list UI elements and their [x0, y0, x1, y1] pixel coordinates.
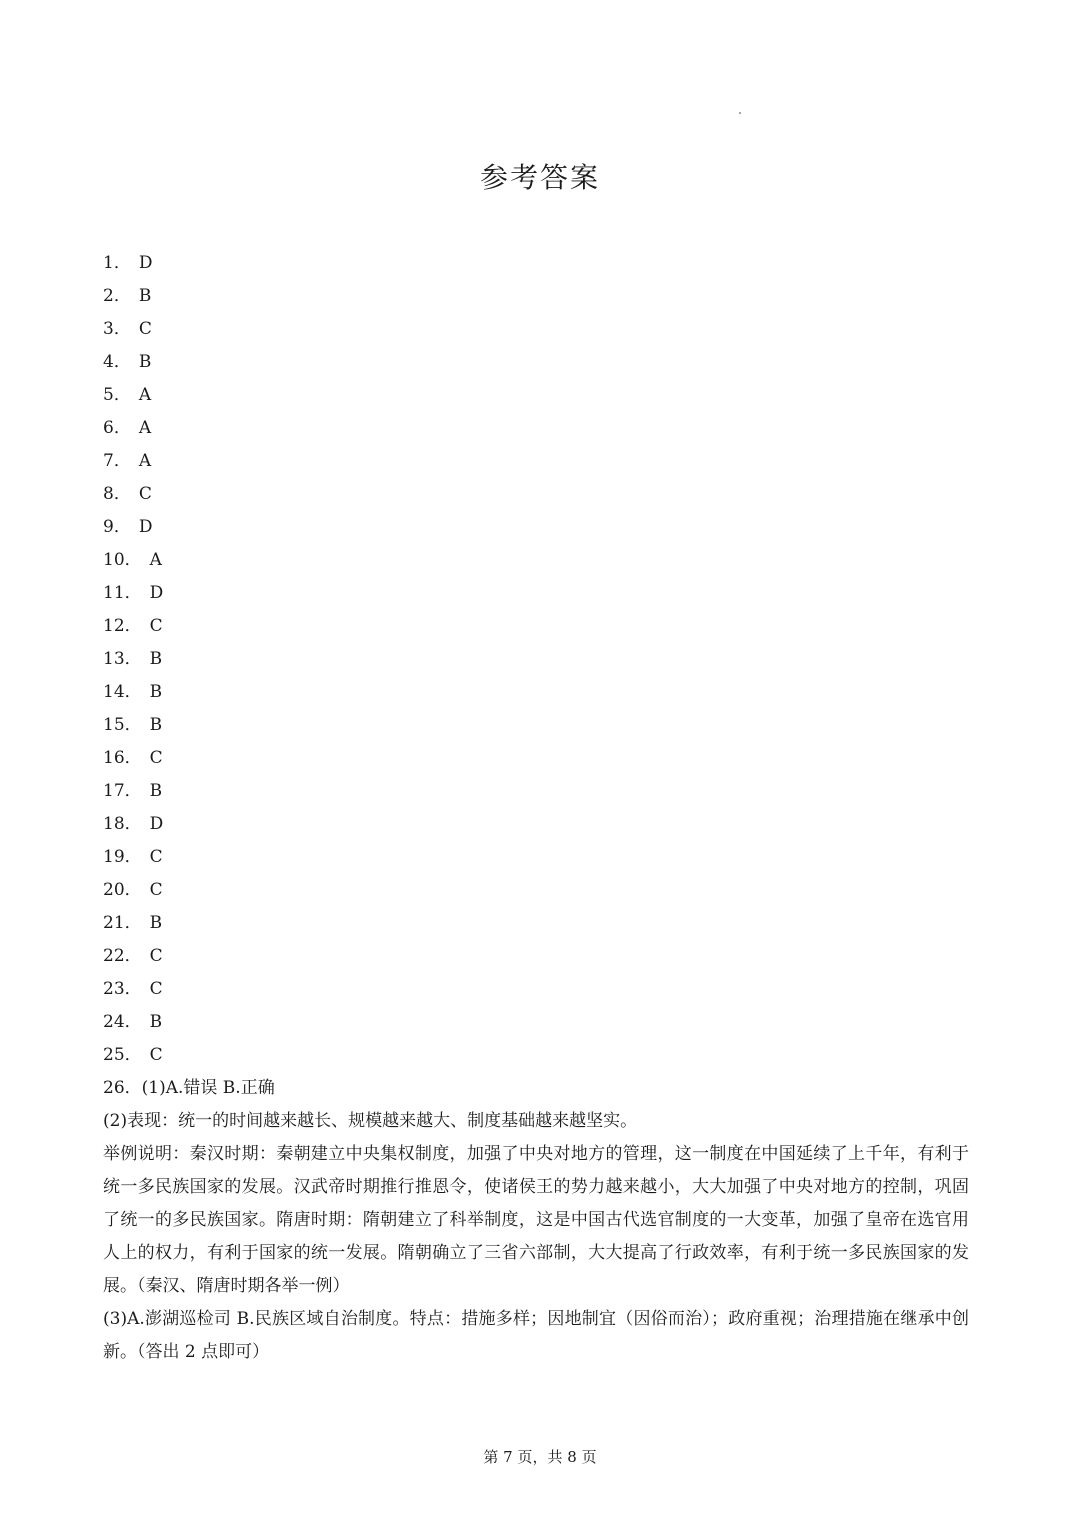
answer-item — [103, 709, 163, 742]
answer-choice: B — [149, 913, 163, 933]
answer-item — [103, 1039, 163, 1072]
answer-choice: C — [138, 319, 152, 339]
answer-choice: D — [138, 517, 153, 537]
answer-number: 18． — [103, 814, 142, 834]
answer-item — [103, 544, 163, 577]
answer-choice: A — [138, 451, 152, 471]
answer-number: 20． — [103, 880, 142, 900]
answer-choice: C — [149, 946, 163, 966]
answer-item — [103, 775, 163, 808]
answer-number: 12． — [103, 616, 142, 636]
answer-item — [103, 907, 163, 940]
answer-number: 22． — [103, 946, 142, 966]
answer-item — [103, 445, 163, 478]
answer-item — [103, 940, 163, 973]
answer-item — [103, 346, 163, 379]
answer-choice: D — [138, 253, 153, 273]
answer-choice: B — [149, 715, 163, 735]
answer-item — [103, 1006, 163, 1039]
answer-number: 19． — [103, 847, 142, 867]
answer-item — [103, 247, 163, 280]
answer-number: 7． — [103, 451, 131, 471]
answer-number: 2． — [103, 286, 131, 306]
answer-number: 5． — [103, 385, 131, 405]
answer-number: 16． — [103, 748, 142, 768]
answer-number: 11． — [103, 583, 142, 603]
answer-number: 15． — [103, 715, 142, 735]
answer-item — [103, 511, 163, 544]
answer-item — [103, 379, 163, 412]
answer-item — [103, 874, 163, 907]
answer-item — [103, 676, 163, 709]
answer-item — [103, 973, 163, 1006]
scan-dot — [739, 112, 741, 114]
answer-choice: C — [149, 880, 163, 900]
answer-item — [103, 313, 163, 346]
answer-choice: B — [149, 1012, 163, 1032]
answer-number: 8． — [103, 484, 131, 504]
answer-choice: A — [149, 550, 162, 570]
page-footer: 第 7 页，共 8 页 — [483, 1448, 597, 1466]
question-26-answer — [103, 1072, 969, 1369]
answer-item — [103, 610, 163, 643]
answer-item — [103, 478, 163, 511]
answer-number: 10． — [103, 550, 142, 570]
answer-list — [103, 247, 163, 1072]
q26-part1-text: (1)A.错误 B.正确 — [141, 1078, 275, 1098]
answer-choice: B — [138, 286, 152, 306]
q26-part2: (2)表现：统一的时间越来越长、规模越来越大、制度基础越来越坚实。 — [103, 1111, 638, 1131]
answer-number: 4． — [103, 352, 131, 372]
answer-choice: C — [149, 1045, 163, 1065]
answer-choice: C — [149, 847, 163, 867]
answer-choice: C — [149, 979, 163, 999]
answer-choice: C — [149, 748, 163, 768]
answer-item — [103, 412, 163, 445]
answer-choice: B — [149, 682, 163, 702]
answer-item — [103, 841, 163, 874]
answer-choice: A — [138, 385, 152, 405]
answer-number: 21． — [103, 913, 142, 933]
answer-choice: C — [149, 616, 163, 636]
answer-item — [103, 577, 163, 610]
answer-item — [103, 280, 163, 313]
answer-number: 3． — [103, 319, 131, 339]
answer-number: 1． — [103, 253, 131, 273]
q26-number: 26． — [103, 1078, 142, 1098]
answer-item — [103, 808, 163, 841]
answer-number: 6． — [103, 418, 131, 438]
q26-part2-example: 举例说明：秦汉时期：秦朝建立中央集权制度，加强了中央对地方的管理，这一制度在中国延续了上千年，有利于统一多民族国家的发展。汉武帝时期推行推恩令，使诸侯王的势力越来越小，大大加强了中央对地方的控制，巩固了统一的多民族国家。隋唐时期：隋朝建立了科举制度，这是中国古代选官制度的一大变革，加强了皇帝在选官用人上的权力，有利于国家的统一发展。隋朝确立了三省六部制，大大提高了行政效率，有利于统一多民族国家的发展。（秦汉、隋唐时期各举一例） — [103, 1144, 969, 1296]
answer-item — [103, 742, 163, 775]
answer-number: 13． — [103, 649, 142, 669]
answer-number: 17． — [103, 781, 142, 801]
answer-number: 25． — [103, 1045, 142, 1065]
answer-number: 24． — [103, 1012, 142, 1032]
q26-part3: (3)A.澎湖巡检司 B.民族区域自治制度。特点：措施多样；因地制宜（因俗而治）；政府重视；治理措施在继承中创新。（答出 2 点即可） — [103, 1309, 969, 1362]
answer-number: 14． — [103, 682, 142, 702]
answer-choice: A — [138, 418, 152, 438]
answer-number: 23． — [103, 979, 142, 999]
answer-choice: D — [149, 814, 164, 834]
answer-choice: B — [149, 649, 163, 669]
answer-number: 9． — [103, 517, 131, 537]
answer-choice: C — [138, 484, 152, 504]
answer-choice: D — [149, 583, 164, 603]
page-title: 参考答案 — [479, 161, 600, 194]
answer-choice: B — [149, 781, 163, 801]
answer-item — [103, 643, 163, 676]
answer-choice: B — [138, 352, 152, 372]
q26-part1 — [103, 1072, 969, 1105]
